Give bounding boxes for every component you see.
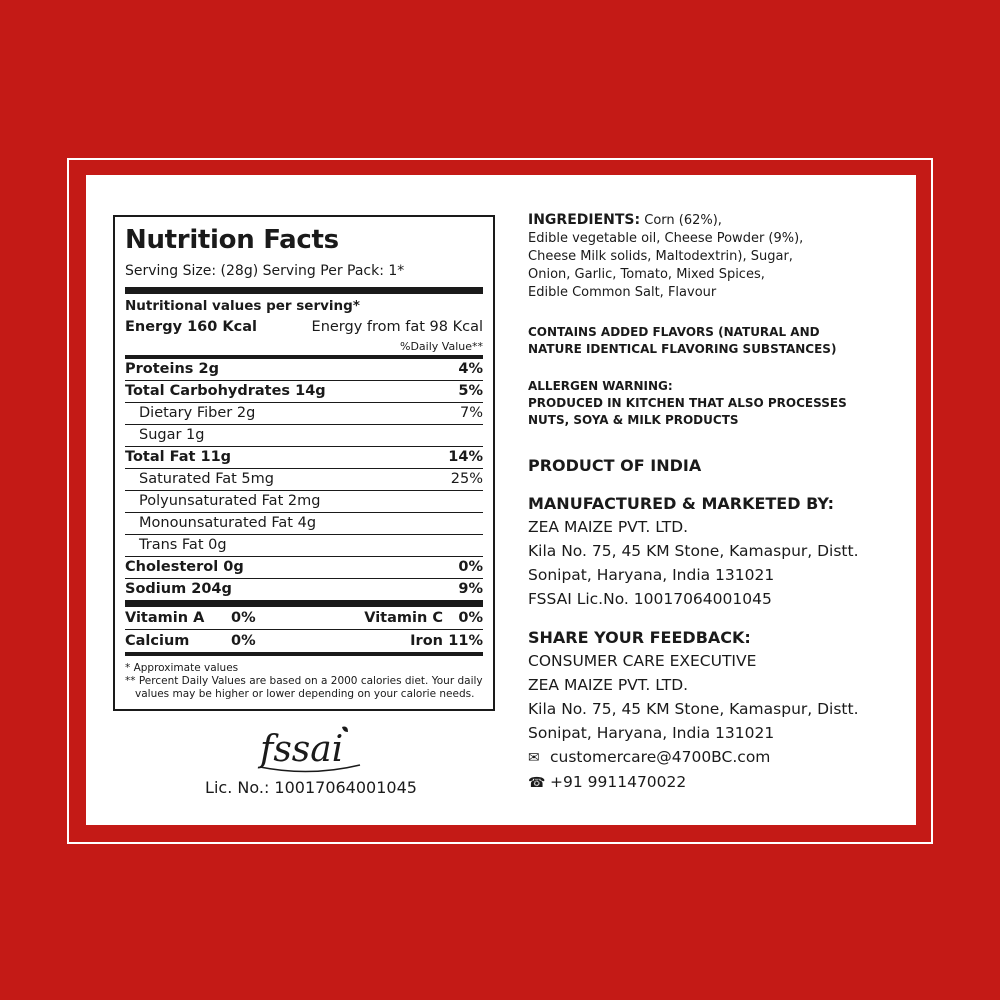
nutrient-row-proteins <box>125 359 483 381</box>
nutrient-label: Dietary Fiber 2g <box>139 405 256 421</box>
vitamin-value: 11% <box>448 633 483 649</box>
feedback-phone-row <box>528 770 908 795</box>
footnote-daily-values-cont: values may be higher or lower depending on your calorie needs. <box>135 688 475 700</box>
nutrient-row-trans-fat <box>125 535 483 557</box>
nutrient-label: Polyunsaturated Fat 2mg <box>139 493 321 509</box>
telephone-icon: ☎ <box>528 775 546 791</box>
vitamin-label: Iron <box>410 633 443 649</box>
label-panel <box>86 175 916 825</box>
feedback-email[interactable]: customercare@4700BC.com <box>550 748 771 766</box>
nutrient-row-monounsaturated-fat <box>125 513 483 535</box>
energy-label: Energy 160 Kcal <box>125 319 257 335</box>
nutrient-label: Sugar 1g <box>139 427 205 443</box>
nutrient-label: Monounsaturated Fat 4g <box>139 515 317 531</box>
flavors-line: CONTAINS ADDED FLAVORS (NATURAL AND <box>528 325 820 339</box>
feedback-block <box>528 627 908 795</box>
nutrient-row-cholesterol <box>125 557 483 579</box>
per-serving-text: Nutritional values per serving* <box>125 298 360 314</box>
fssai-logo <box>256 723 366 775</box>
daily-value-header <box>125 338 483 359</box>
nutrient-dv: 5% <box>458 383 483 399</box>
feedback-line: CONSUMER CARE EXECUTIVE <box>528 652 757 670</box>
vitamin-value: 0% <box>458 610 483 626</box>
nutrient-row-sodium <box>125 579 483 607</box>
ingredients-line: Cheese Milk solids, Maltodextrin), Sugar, <box>528 249 793 264</box>
nutrient-row-sugar <box>125 425 483 447</box>
energy-fat-label: Energy from fat 98 Kcal <box>311 319 483 335</box>
vitamin-label: Vitamin A <box>125 610 205 626</box>
feedback-phone[interactable]: +91 9911470022 <box>550 773 687 791</box>
nutrient-dv: 7% <box>459 405 483 421</box>
ingredients-line: Edible vegetable oil, Cheese Powder (9%), <box>528 231 804 246</box>
nutrient-label: Total Carbohydrates 14g <box>125 383 326 399</box>
product-origin: PRODUCT OF INDIA <box>528 456 702 475</box>
allergen-heading: ALLERGEN WARNING: <box>528 379 673 393</box>
manufacturer-block <box>528 493 908 611</box>
nutrient-row-carbohydrates <box>125 381 483 403</box>
vitamin-row-1 <box>125 607 483 630</box>
nutrient-row-polyunsaturated-fat <box>125 491 483 513</box>
nutrient-label: Total Fat 11g <box>125 449 232 465</box>
nutrient-label: Trans Fat 0g <box>139 537 227 553</box>
nutrient-row-fiber <box>125 403 483 425</box>
nutrient-label: Proteins 2g <box>125 361 219 377</box>
footnote-daily-values: ** Percent Daily Values are based on a 2000 calories diet. Your daily <box>125 675 483 687</box>
flavors-notice <box>528 324 908 358</box>
energy-row <box>125 317 483 338</box>
feedback-address: Kila No. 75, 45 KM Stone, Kamaspur, Distt. <box>528 700 859 718</box>
nutrition-facts-box <box>113 215 495 711</box>
serving-info: Serving Size: (28g) Serving Per Pack: 1* <box>125 261 483 294</box>
allergen-line: PRODUCED IN KITCHEN THAT ALSO PROCESSES <box>528 396 847 410</box>
nutrient-label: Cholesterol 0g <box>125 559 244 575</box>
ingredients-line: Edible Common Salt, Flavour <box>528 285 717 300</box>
allergen-warning <box>528 378 908 429</box>
nutrient-row-total-fat <box>125 447 483 469</box>
feedback-address: Sonipat, Haryana, India 131021 <box>528 724 775 742</box>
manufacturer-name: ZEA MAIZE PVT. LTD. <box>528 518 689 536</box>
feedback-heading: SHARE YOUR FEEDBACK: <box>528 628 751 647</box>
fssai-license: Lic. No.: 10017064001045 <box>205 778 417 797</box>
manufacturer-address: Kila No. 75, 45 KM Stone, Kamaspur, Distt. <box>528 542 859 560</box>
ingredients-line: Corn (62%), <box>640 213 722 228</box>
nutrient-dv: 25% <box>450 471 483 487</box>
manufacturer-heading: MANUFACTURED & MARKETED BY: <box>528 494 834 513</box>
product-info-column <box>528 211 908 795</box>
nutrient-dv: 14% <box>448 449 483 465</box>
vitamin-value: 0% <box>231 610 256 626</box>
vitamin-value: 0% <box>231 633 256 649</box>
nutrient-dv: 0% <box>458 559 483 575</box>
nutrient-label: Sodium 204g <box>125 581 232 597</box>
feedback-email-row <box>528 745 908 770</box>
fssai-logo-text: fssai <box>260 729 344 770</box>
ingredients-block <box>528 211 908 302</box>
nutrient-dv: 9% <box>458 581 483 597</box>
allergen-line: NUTS, SOYA & MILK PRODUCTS <box>528 413 739 427</box>
daily-value-text: %Daily Value** <box>400 340 483 353</box>
footnote-approx: * Approximate values <box>125 662 239 674</box>
nutrient-row-saturated-fat <box>125 469 483 491</box>
footnotes <box>125 662 483 701</box>
manufacturer-fssai: FSSAI Lic.No. 10017064001045 <box>528 590 772 608</box>
vitamin-row-2 <box>125 630 483 656</box>
manufacturer-address: Sonipat, Haryana, India 131021 <box>528 566 775 584</box>
nutrient-dv: 4% <box>458 361 483 377</box>
envelope-icon: ✉ <box>528 750 540 766</box>
feedback-company: ZEA MAIZE PVT. LTD. <box>528 676 689 694</box>
per-serving-label <box>125 296 483 317</box>
flavors-line: NATURE IDENTICAL FLAVORING SUBSTANCES) <box>528 342 837 356</box>
vitamin-label: Vitamin C <box>364 610 443 626</box>
vitamin-label: Calcium <box>125 633 190 649</box>
nutrient-label: Saturated Fat 5mg <box>139 471 274 487</box>
ingredients-line: Onion, Garlic, Tomato, Mixed Spices, <box>528 267 765 282</box>
ingredients-heading: INGREDIENTS: <box>528 212 641 228</box>
nutrition-title: Nutrition Facts <box>125 225 339 255</box>
